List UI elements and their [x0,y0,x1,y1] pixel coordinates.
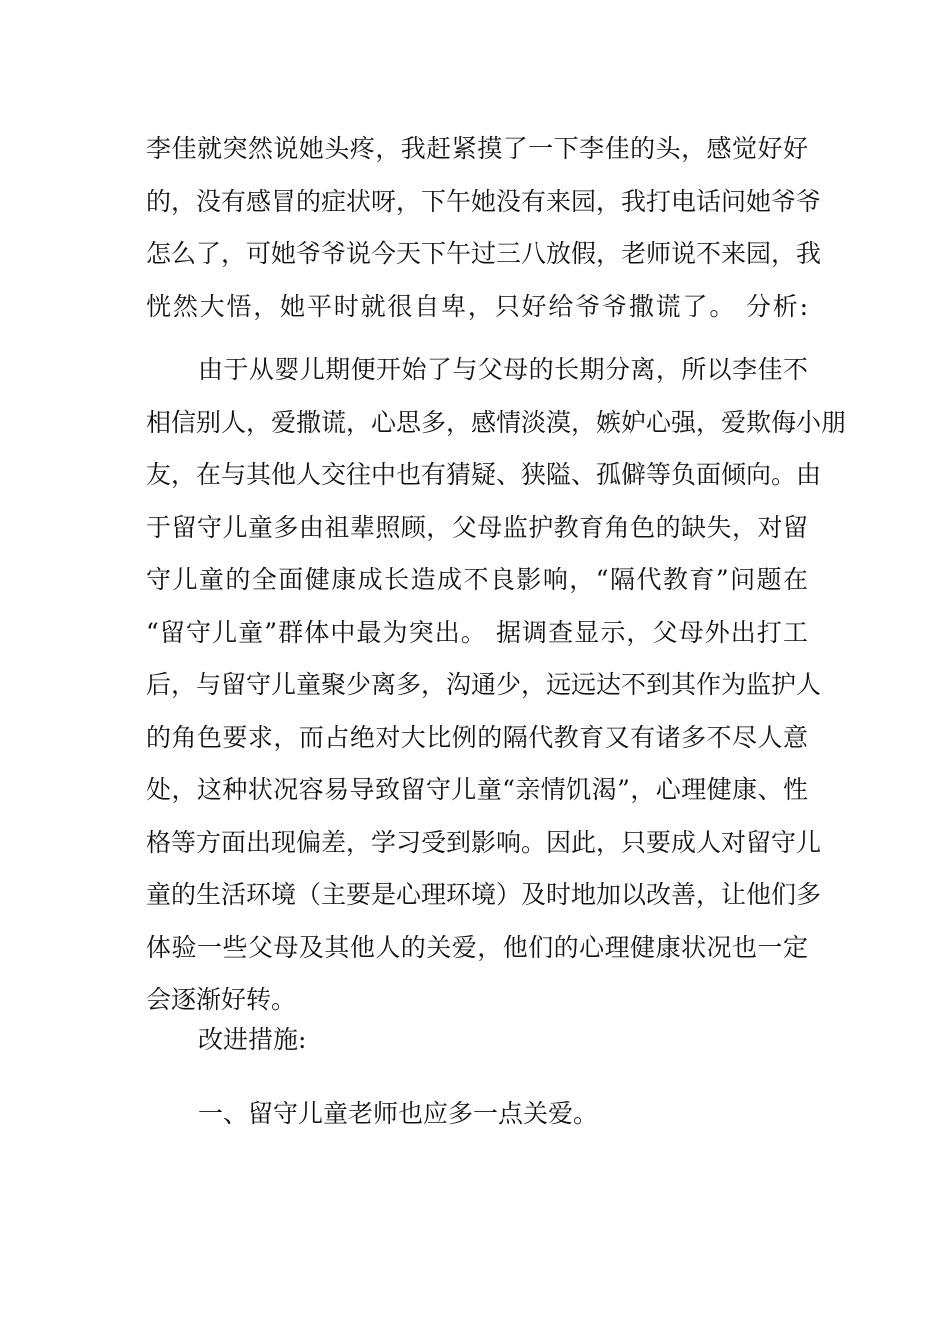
text-line: “留守儿童”群体中最为突出。 据调查显示，父母外出打工 [146,617,808,647]
text-line: 处，这种状况容易导致留守儿童“亲情饥渴”，心理健康、性 [146,775,808,804]
text-line: 恍然大悟，她平时就很自卑，只好给爷爷撒谎了。 分析: [146,291,808,321]
text-line: 友，在与其他人交往中也有猜疑、狭隘、孤僻等负面倾向。由 [146,460,822,489]
text-line: 李佳就突然说她头疼，我赶紧摸了一下李佳的头，感觉好好 [146,134,808,163]
paragraph-analysis [146,344,847,1027]
text-line: 相信别人，爱撒谎，心思多，感情淡漠，嫉妒心强，爱欺侮小朋 [146,407,847,437]
text-line: 会逐渐好转。 [146,985,297,1014]
text-line: 格等方面出现偏差，学习受到影响。因此，只要成人对留守儿 [146,827,822,857]
text-line: 怎么了，可她爷爷说今天下午过三八放假，老师说不来园，我 [146,239,822,268]
text-line: 的角色要求，而占绝对大比例的隔代教育又有诸多不尽人意 [146,722,808,752]
text-line: 体验一些父母及其他人的关爱，他们的心理健康状况也一定 [146,932,808,962]
heading-improvement-measures [146,1014,808,1067]
list-item: 一、留守儿童老师也应多一点关爱。 [198,1099,599,1128]
text-line: 守儿童的全面健康成长造成不良影响，“隔代教育”问题在 [146,565,808,594]
text-line: 童的生活环境（主要是心理环境）及时地加以改善，让他们多 [146,880,822,909]
text-line: 后，与留守儿童聚少离多，沟通少，远远达不到其作为监护人 [146,670,822,699]
text-line: 的，没有感冒的症状呀，下午她没有来园，我打电话问她爷爷 [146,186,822,216]
paragraph-story [146,123,822,333]
section-heading: 改进措施: [198,1025,307,1054]
text-line: 于留守儿童多由祖辈照顾，父母监护教育角色的缺失，对留 [146,512,808,542]
text-line: 由于从婴儿期便开始了与父母的长期分离，所以李佳不 [198,355,808,384]
measure-item-1 [146,1088,808,1141]
